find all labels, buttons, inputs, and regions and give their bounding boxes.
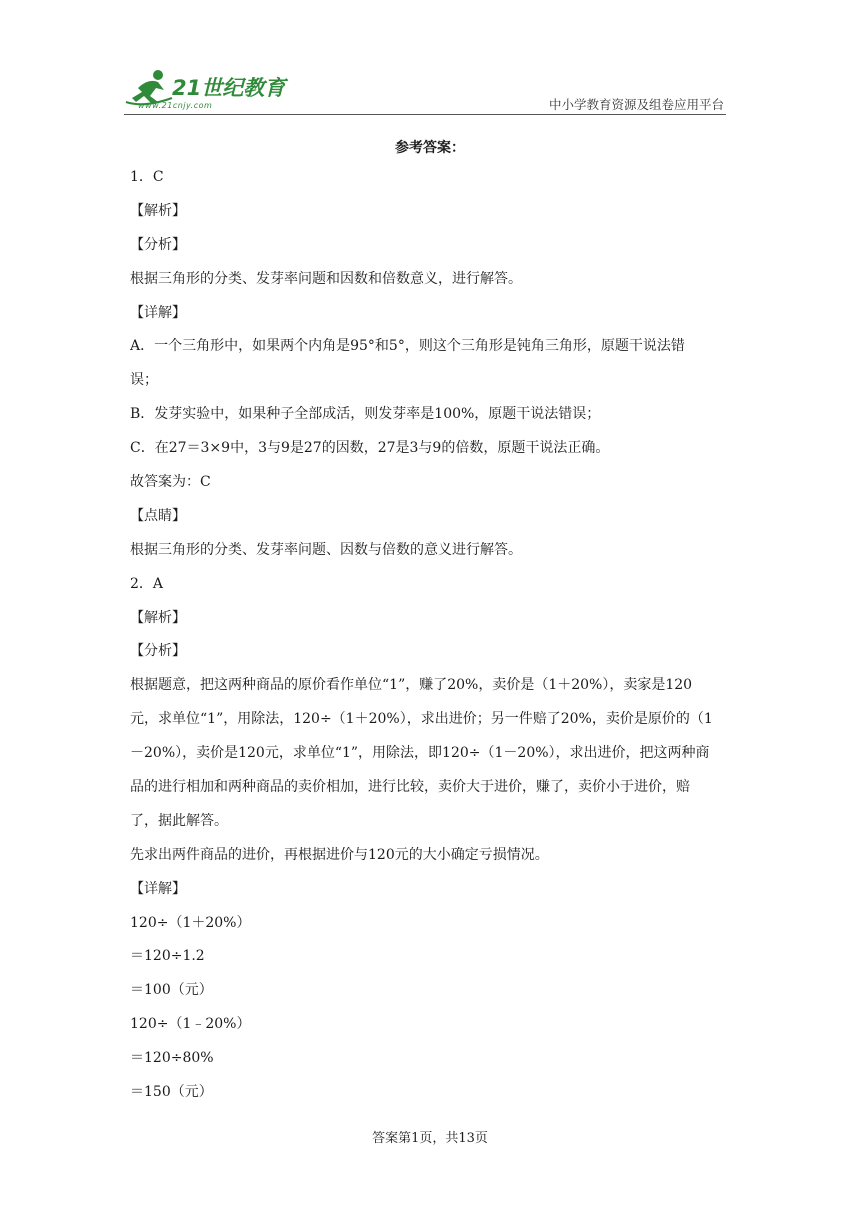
text-line: 根据三角形的分类、发芽率问题、因数与倍数的意义进行解答。 xyxy=(130,541,522,558)
text-line: A．一个三角形中，如果两个内角是95°和5°，则这个三角形是钝角三角形，原题干说法错 xyxy=(130,338,685,355)
logo xyxy=(124,68,294,116)
text-line: 【解析】 xyxy=(130,202,186,219)
platform-label: 中小学教育资源及组卷应用平台 xyxy=(548,97,724,112)
text-line: 误； xyxy=(130,372,158,389)
page-title: 参考答案： xyxy=(395,140,465,156)
text-line: 120÷（1﹣20%） xyxy=(130,1016,251,1033)
text-line: ＝150（元） xyxy=(130,1083,213,1100)
header-divider xyxy=(124,114,726,115)
text-line: 120÷（1＋20%） xyxy=(130,914,251,931)
text-line: 根据三角形的分类、发芽率问题和因数和倍数意义，进行解答。 xyxy=(130,270,522,287)
text-line: 1．C xyxy=(130,168,164,185)
text-line: 【点睛】 xyxy=(130,507,186,524)
logo-text: 21世纪教育 xyxy=(172,76,286,100)
text-line: 根据题意，把这两种商品的原价看作单位“1”，赚了20%，卖价是（1＋20%），卖家是120 xyxy=(130,677,693,694)
answer-content xyxy=(130,160,750,1109)
text-line: 了，据此解答。 xyxy=(130,812,228,829)
text-line: 【详解】 xyxy=(130,880,186,897)
text-line: ＝100（元） xyxy=(130,982,213,999)
text-line: 元，求单位“1”，用除法，120÷（1＋20%），求出进价；另一件赔了20%，卖价是原价的（1 xyxy=(130,711,713,728)
text-line: 2．A xyxy=(130,575,164,592)
text-line: 品的进行相加和两种商品的卖价相加，进行比较，卖价大于进价，赚了，卖价小于进价，赔 xyxy=(130,778,690,795)
text-line: ＝120÷80% xyxy=(130,1050,214,1067)
text-line: 【详解】 xyxy=(130,304,186,321)
text-line: 先求出两件商品的进价，再根据进价与120元的大小确定亏损情况。 xyxy=(130,846,549,863)
logo-url: www.21cnjy.com xyxy=(138,101,213,110)
text-line: ＝120÷1.2 xyxy=(130,948,205,965)
text-line: 故答案为：C xyxy=(130,473,211,490)
text-line: －20%），卖价是120元，求单位“1”，用除法，即120÷（1－20%），求出进价，把这两种商 xyxy=(130,745,710,762)
page-header xyxy=(124,60,726,116)
text-line: C．在27＝3×9中，3与9是27的因数，27是3与9的倍数，原题干说法正确。 xyxy=(130,440,610,457)
text-line: 【分析】 xyxy=(130,643,186,660)
page-footer: 答案第1页，共13页 xyxy=(372,1131,488,1146)
text-line: B．发芽实验中，如果种子全部成活，则发芽率是100%，原题干说法错误； xyxy=(130,406,601,423)
text-line: 【解析】 xyxy=(130,609,186,626)
text-line: 【分析】 xyxy=(130,236,186,253)
